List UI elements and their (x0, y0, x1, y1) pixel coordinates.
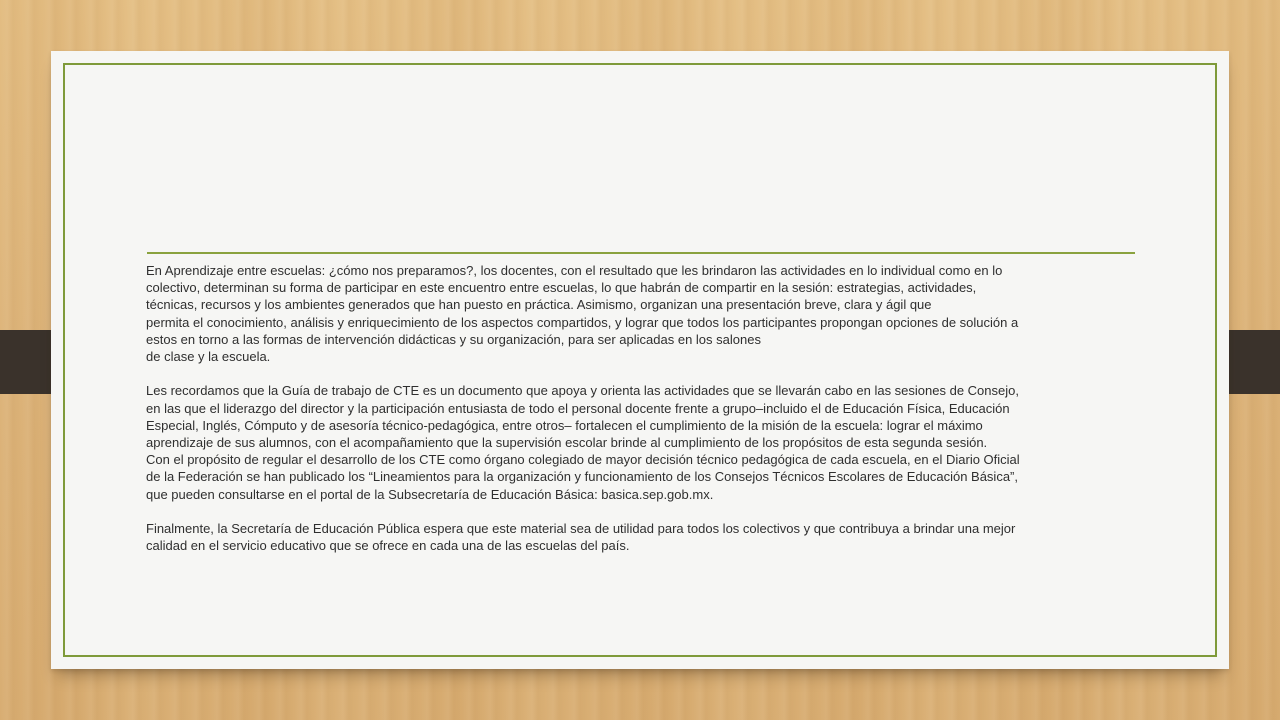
text-line: Finalmente, la Secretaría de Educación Pública espera que este material sea de utilidad para todos los colectivos y que contribuya a brindar una mejor (146, 521, 1016, 537)
text-line: Les recordamos que la Guía de trabajo de CTE es un documento que apoya y orienta las actividades que se llevarán cabo en las sesiones de Consejo, (146, 383, 1019, 399)
text-line: colectivo, determinan su forma de participar en este encuentro entre escuelas, lo que habrán de compartir en la sesión: estrategias, actividades, (146, 280, 977, 296)
text-line: técnicas, recursos y los ambientes generados que han puesto en práctica. Asimismo, organizan una presentación breve, clara y ágil que (146, 297, 932, 313)
text-line: de la Federación se han publicado los “Lineamientos para la organización y funcionamiento de los Consejos Técnicos Escolares de Educación Básica”, (146, 469, 1018, 485)
paragraph-gap (146, 365, 1141, 382)
paragraph-gap (146, 503, 1141, 520)
title-divider (147, 252, 1135, 254)
text-line: En Aprendizaje entre escuelas: ¿cómo nos preparamos?, los docentes, con el resultado que les brindaron las actividades en lo individual como en lo (146, 263, 1003, 278)
text-line: de clase y la escuela. (146, 349, 271, 365)
text-line: Con el propósito de regular el desarrollo de los CTE como órgano colegiado de mayor decisión técnico pedagógica de cada escuela, en el Diario Oficial (146, 452, 1020, 468)
text-line: que pueden consultarse en el portal de la Subsecretaría de Educación Básica: basica.sep.gob.mx. (146, 486, 714, 502)
text-line: calidad en el servicio educativo que se ofrece en cada una de las escuelas del país. (146, 538, 630, 554)
text-line: aprendizaje de sus alumnos, con el acompañamiento que la supervisión escolar brinde al cumplimiento de los propósitos de esta segunda sesión. (146, 435, 988, 451)
paragraph-1 (146, 262, 1141, 365)
text-line: Especial, Inglés, Cómputo y de asesoría técnico-pedagógica, entre otros– fortalecen el cumplimiento de la misión de la escuela: lograr el máximo (146, 417, 983, 433)
paragraph-3 (146, 520, 1141, 554)
slide-body (146, 262, 1141, 554)
text-line: en las que el liderazgo del director y la participación entusiasta de todo el personal docente frente a grupo–incluido el de Educación Física, Educación (146, 400, 1010, 416)
text-line: estos en torno a las formas de intervención didácticas y su organización, para ser aplicadas en los salones (146, 331, 761, 347)
text-line: permita el conocimiento, análisis y enriquecimiento de los aspectos compartidos, y lograr que todos los participantes propongan opciones de solución a (146, 314, 1019, 330)
paragraph-2 (146, 382, 1141, 502)
slide-card (51, 51, 1229, 669)
